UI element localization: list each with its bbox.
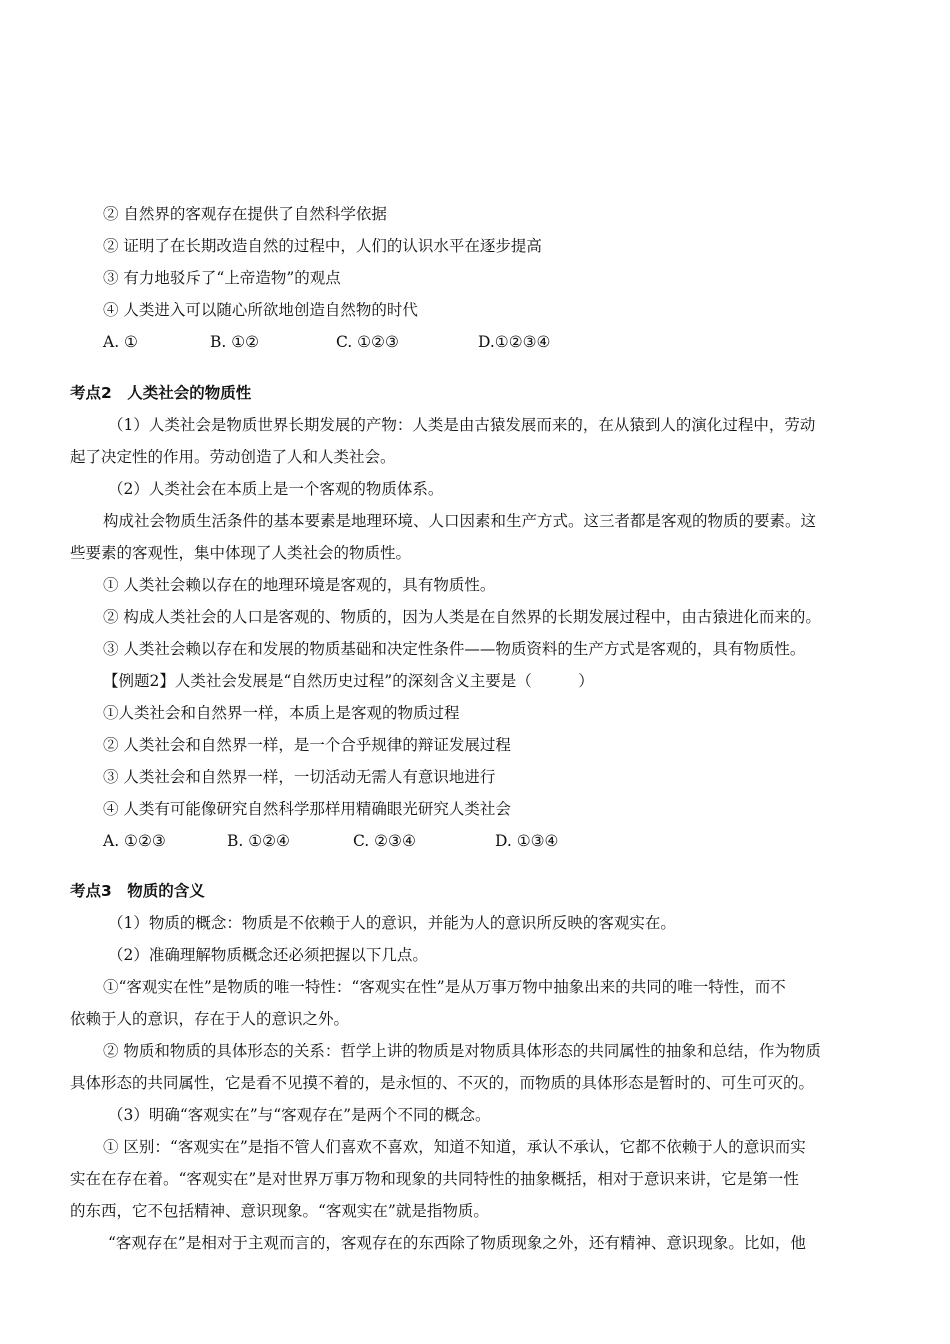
q1-option-c: C. ①②③ xyxy=(336,333,399,351)
s2-element-3: ③ 人类社会赖以存在和发展的物质基础和决定性条件——物质资料的生产方式是客观的，具有物质性。 xyxy=(103,640,806,658)
example-2-option-b: B. ①②④ xyxy=(227,832,290,850)
s2-paragraph-1b: 起了决定性的作用。劳动创造了人和人类社会。 xyxy=(70,448,396,466)
q1-item-4: ④ 人类进入可以随心所欲地创造自然物的时代 xyxy=(103,301,418,319)
s3-point-2b: 具体形态的共同属性，它是看不见摸不着的，是永恒的、不灭的，而物质的具体形态是暂时的、可生可灭的。 xyxy=(70,1074,815,1092)
q1-option-d: D.①②③④ xyxy=(478,333,551,351)
s2-paragraph-2: （2）人类社会在本质上是一个客观的物质体系。 xyxy=(108,480,444,498)
example-2-item-1: ①人类社会和自然界一样，本质上是客观的物质过程 xyxy=(103,704,460,722)
s2-element-2: ② 构成人类社会的人口是客观的、物质的，因为人类是在自然界的长期发展过程中，由古猿进化而来的。 xyxy=(103,608,821,626)
s3-objective-existence: “客观存在”是相对于主观而言的，客观存在的东西除了物质现象之外，还有精神、意识现象。比如，他 xyxy=(108,1234,806,1252)
s3-distinction-3: 的东西，它不包括精神、意识现象。“客观实在”就是指物质。 xyxy=(70,1202,489,1220)
q1-item-2: ② 证明了在长期改造自然的过程中，人们的认识水平在逐步提高 xyxy=(103,237,542,255)
example-2-question: 【例题2】人类社会发展是“自然历史过程”的深刻含义主要是（ ） xyxy=(103,672,594,690)
s3-paragraph-1: （1）物质的概念：物质是不依赖于人的意识，并能为人的意识所反映的客观实在。 xyxy=(108,914,676,932)
s2-element-1: ① 人类社会赖以存在的地理环境是客观的，具有物质性。 xyxy=(103,576,496,594)
q1-item-3: ③ 有力地驳斥了“上帝造物”的观点 xyxy=(103,269,341,287)
s3-distinction-2: 实在在存在着。“客观实在”是对世界万事万物和现象的共同特性的抽象概括，相对于意识来讲，它是第一性 xyxy=(70,1170,799,1188)
s2-paragraph-3b: 些要素的客观性，集中体现了人类社会的物质性。 xyxy=(70,544,412,562)
s3-point-1a: ①“客观实在性”是物质的唯一特性：“客观实在性”是从万事万物中抽象出来的共同的唯一特性，而不 xyxy=(103,978,786,996)
s2-paragraph-1a: （1）人类社会是物质世界长期发展的产物：人类是由古猿发展而来的，在从猿到人的演化过程中，劳动 xyxy=(108,416,816,434)
s3-point-2a: ② 物质和物质的具体形态的关系：哲学上讲的物质是对物质具体形态的共同属性的抽象和总结，作为物质 xyxy=(103,1042,821,1060)
example-2-option-a: A. ①②③ xyxy=(103,832,166,850)
example-2-item-2: ② 人类社会和自然界一样，是一个合乎规律的辩证发展过程 xyxy=(103,736,511,754)
s3-distinction-1: ① 区别：“客观实在”是指不管人们喜欢不喜欢，知道不知道，承认不承认，它都不依赖于人的意识而实 xyxy=(103,1138,806,1156)
example-2-option-d: D. ①③④ xyxy=(495,832,559,850)
q1-option-b: B. ①② xyxy=(210,333,260,351)
s3-paragraph-2: （2）准确理解物质概念还必须把握以下几点。 xyxy=(108,946,428,964)
q1-option-a: A. ① xyxy=(103,333,138,351)
example-2-item-3: ③ 人类社会和自然界一样，一切活动无需人有意识地进行 xyxy=(103,768,496,786)
s3-point-1b: 依赖于人的意识，存在于人的意识之外。 xyxy=(70,1010,350,1028)
q1-item-1: ② 自然界的客观存在提供了自然科学依据 xyxy=(103,205,387,223)
example-2-option-c: C. ②③④ xyxy=(353,832,416,850)
example-2-item-4: ④ 人类有可能像研究自然科学那样用精确眼光研究人类社会 xyxy=(103,800,511,818)
s3-paragraph-3: （3）明确“客观实在”与“客观存在”是两个不同的概念。 xyxy=(108,1106,491,1124)
s2-paragraph-3a: 构成社会物质生活条件的基本要素是地理环境、人口因素和生产方式。这三者都是客观的物质的要素。这 xyxy=(103,512,817,530)
section-2-heading: 考点2 人类社会的物质性 xyxy=(70,384,252,402)
section-3-heading: 考点3 物质的含义 xyxy=(70,882,205,900)
